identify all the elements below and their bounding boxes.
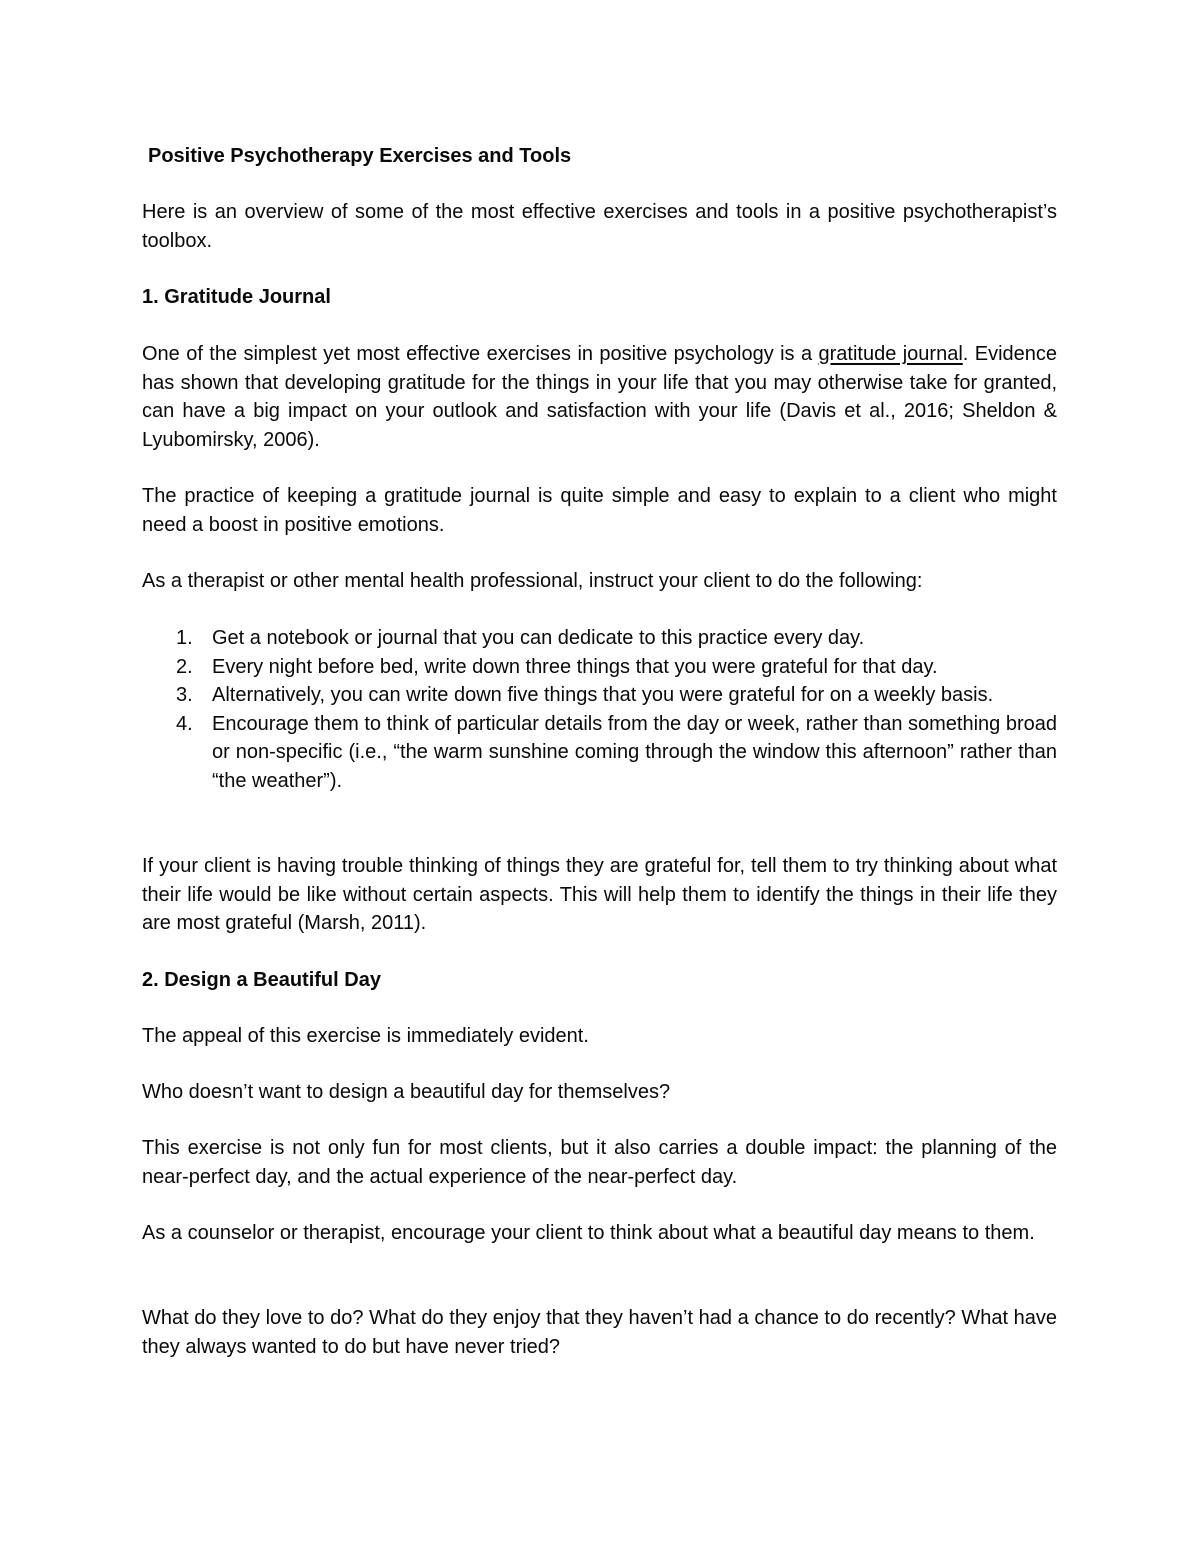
gratitude-paragraph-2: The practice of keeping a gratitude journal is quite simple and easy to explain to a client who might need a boost in positive emotions. <box>142 485 1057 536</box>
list-item-text: Get a notebook or journal that you can dedicate to this practice every day. <box>212 627 865 649</box>
list-item-text: Encourage them to think of particular details from the day or week, rather than something broad or non-specific (i.e., “the warm sunshine coming through the window this afternoon” rather than “the weather”). <box>212 712 1057 792</box>
beautiful-day-paragraph-3: This exercise is not only fun for most clients, but it also carries a double impact: the planning of the near-perfect day, and the actual experience of the near-perfect day. <box>142 1137 1057 1188</box>
beautiful-day-paragraph-4: As a counselor or therapist, encourage your client to think about what a beautiful day means to them. <box>142 1222 1035 1244</box>
list-item-text: Alternatively, you can write down five things that you were grateful for on a weekly basis. <box>212 684 994 707</box>
document-title: Positive Psychotherapy Exercises and Tools <box>148 145 572 167</box>
beautiful-day-paragraph-2: Who doesn’t want to design a beautiful day for themselves? <box>142 1081 671 1103</box>
list-item <box>142 681 1057 710</box>
beautiful-day-paragraph-1: The appeal of this exercise is immediately evident. <box>142 1025 589 1047</box>
list-number: 3. <box>176 684 193 707</box>
list-item <box>142 653 1057 682</box>
list-number: 4. <box>176 712 193 735</box>
instruction-list <box>142 624 1057 796</box>
gratitude-paragraph-4: If your client is having trouble thinking of things they are grateful for, tell them to try thinking about what their life would be like without certain aspects. This will help them to identify the things in their life they are most grateful (Marsh, 2011). <box>142 855 1057 935</box>
list-number: 1. <box>176 627 193 649</box>
list-item-text: Every night before bed, write down three things that you were grateful for that day. <box>212 655 938 678</box>
section-heading-gratitude-journal: 1. Gratitude Journal <box>142 286 331 308</box>
gratitude-paragraph-3: As a therapist or other mental health professional, instruct your client to do the following: <box>142 570 923 592</box>
list-item <box>142 710 1057 796</box>
paragraph-text: . Evidence has shown that developing gratitude for the things in your life that you may otherwise take for granted, can have a big impact on your outlook and satisfaction with your life (Davis et al., 2016; Sheldon & Lyubomirsky, 2006). <box>142 343 1057 451</box>
gratitude-journal-link[interactable]: gratitude journal <box>818 343 963 365</box>
list-item <box>142 624 1057 653</box>
paragraph-text: One of the simplest yet most effective exercises in positive psychology is a <box>142 343 819 365</box>
gratitude-paragraph-1 <box>142 340 1057 454</box>
list-number: 2. <box>176 655 193 678</box>
section-heading-design-beautiful-day: 2. Design a Beautiful Day <box>142 969 381 991</box>
intro-paragraph: Here is an overview of some of the most effective exercises and tools in a positive psychotherapist’s toolbox. <box>142 201 1057 252</box>
beautiful-day-paragraph-5: What do they love to do? What do they enjoy that they haven’t had a chance to do recently? What have they always wanted to do but have never tried? <box>142 1307 1057 1358</box>
